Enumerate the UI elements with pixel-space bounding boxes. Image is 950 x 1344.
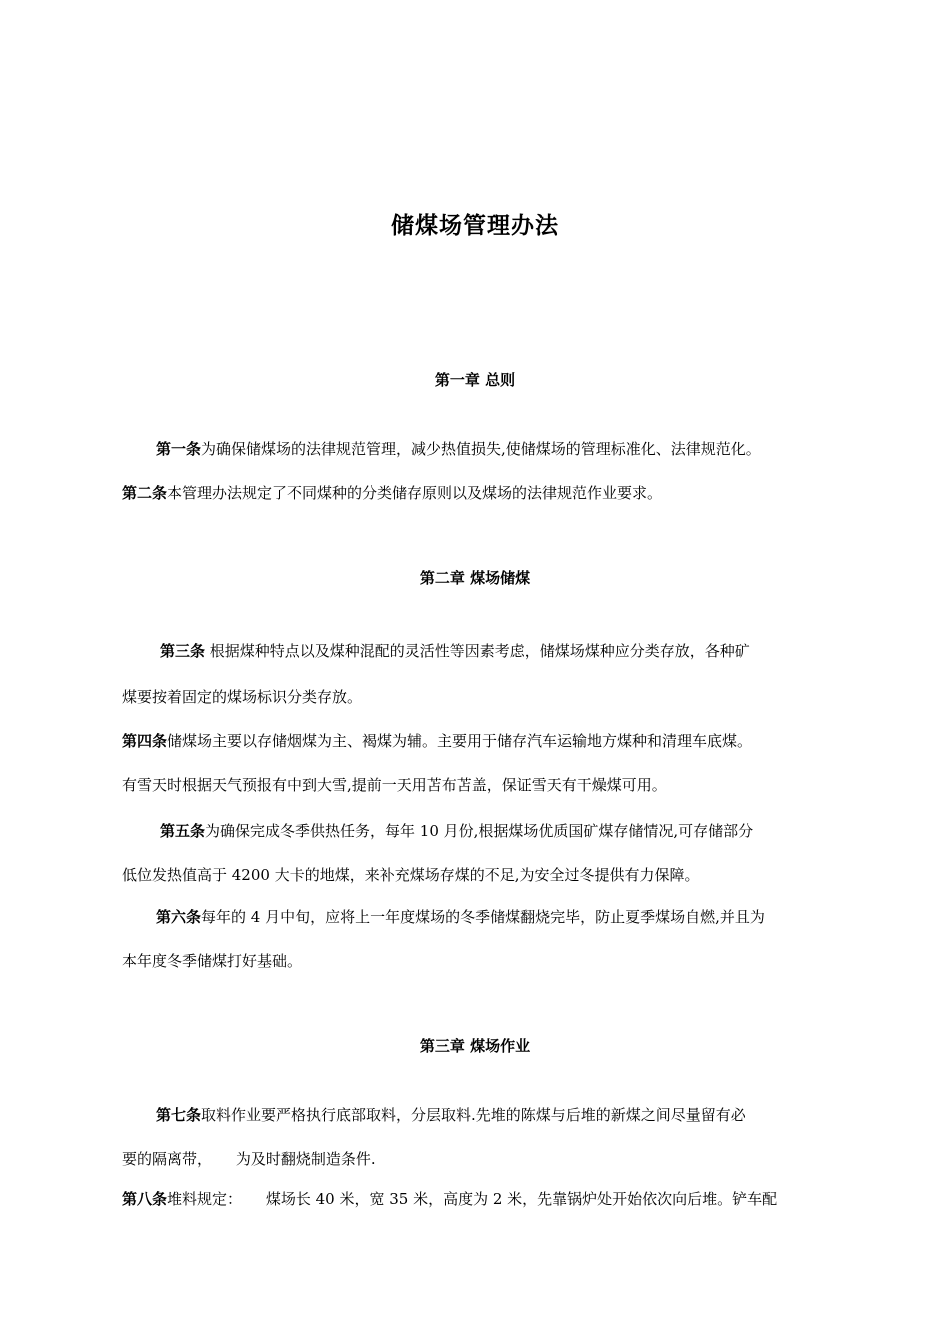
article-label: 第三条 xyxy=(160,642,206,660)
article-6-cont: 本年度冬季储煤打好基础。 xyxy=(122,952,303,970)
article-3 xyxy=(160,639,750,663)
document-title: 储煤场管理办法 xyxy=(391,213,559,239)
article-text: 取料作业要严格执行底部取料，分层取料.先堆的陈煤与后堆的新煤之间尽量留有必 xyxy=(201,1106,746,1124)
article-6 xyxy=(156,905,765,929)
article-label: 第六条 xyxy=(156,908,202,926)
article-4-cont: 有雪天时根据天气预报有中到大雪,提前一天用苫布苫盖，保证雪天有干燥煤可用。 xyxy=(122,776,667,794)
article-4 xyxy=(122,729,752,753)
article-2 xyxy=(122,481,662,505)
article-text: 每年的 4 月中旬，应将上一年度煤场的冬季储煤翻烧完毕，防止夏季煤场自燃,并且为 xyxy=(201,908,765,926)
article-label: 第二条 xyxy=(122,484,168,502)
article-1 xyxy=(156,437,761,461)
article-8 xyxy=(122,1187,777,1211)
article-label: 第四条 xyxy=(122,732,168,750)
chapter-1-heading: 第一章 总则 xyxy=(434,371,516,389)
article-label: 第七条 xyxy=(156,1106,202,1124)
article-text: 为确保完成冬季供热任务，每年 10 月份,根据煤场优质国矿煤存储情况,可存储部分 xyxy=(205,822,754,840)
article-3-cont: 煤要按着固定的煤场标识分类存放。 xyxy=(122,688,363,706)
article-text: 本管理办法规定了不同煤种的分类储存原则以及煤场的法律规范作业要求。 xyxy=(167,484,663,502)
article-text: 储煤场主要以存储烟煤为主、褐煤为辅。主要用于储存汽车运输地方煤种和清理车底煤。 xyxy=(167,732,753,750)
article-text: 根据煤种特点以及煤种混配的灵活性等因素考虑，储煤场煤种应分类存放，各种矿 xyxy=(205,642,750,660)
article-5-cont: 低位发热值高于 4200 大卡的地煤，来补充煤场存煤的不足,为安全过冬提供有力保障。 xyxy=(122,866,700,884)
article-label: 第八条 xyxy=(122,1190,168,1208)
article-5 xyxy=(160,819,753,843)
article-label: 第一条 xyxy=(156,440,202,458)
article-label: 第五条 xyxy=(160,822,206,840)
chapter-3-heading: 第三章 煤场作业 xyxy=(419,1037,531,1055)
article-7-cont: 要的隔离带， 为及时翻烧制造条件. xyxy=(122,1150,376,1168)
article-7 xyxy=(156,1103,746,1127)
chapter-2-heading: 第二章 煤场储煤 xyxy=(419,569,531,587)
article-text: 为确保储煤场的法律规范管理，减少热值损失,使储煤场的管理标准化、法律规范化。 xyxy=(201,440,761,458)
article-text: 堆料规定： 煤场长 40 米，宽 35 米，高度为 2 米，先靠锅炉处开始依次向后堆。铲车配 xyxy=(167,1190,778,1208)
